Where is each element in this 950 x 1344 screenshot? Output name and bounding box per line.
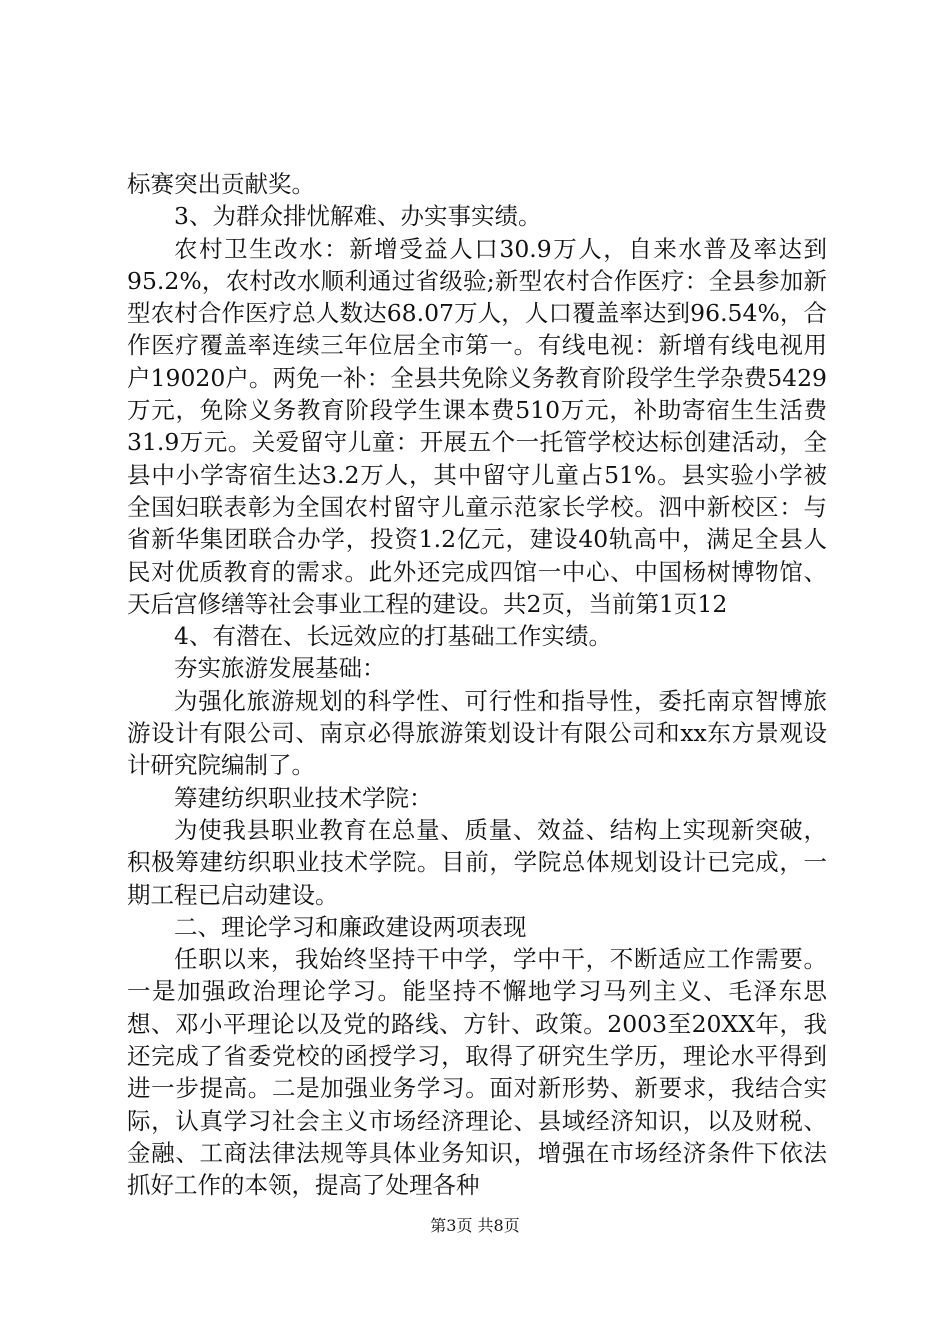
document-body <box>127 168 827 1202</box>
page-footer: 第3页 共8页 <box>430 1216 520 1235</box>
paragraph-5: 夯实旅游发展基础： <box>174 654 386 683</box>
paragraph-3: 农村卫生改水：新增受益人口30.9万人，自来水普及率达到95.2%，农村改水顺利通过省级验;新型农村合作医疗：全县参加新型农村合作医疗总人数达68.07万人，人口覆盖率达到96.54%，合作医疗覆盖率连续三年位居全市第一。有线电视：新增有线电视用户19020户。两免一补：全县共免除义务教育阶段学生学杂费5429万元，免除义务教育阶段学生课本费510万元，补助寄宿生生活费31.9万元。关爱留守儿童：开展五个一托管学校达标创建活动，全县中小学寄宿生达3.2万人，其中留守儿童占51%。县实验小学被全国妇联表彰为全国农村留守儿童示范家长学校。泗中新校区：与省新华集团联合办学，投资1.2亿元，建设40轨高中，满足全县人民对优质教育的需求。此外还完成四馆一中心、中国杨树博物馆、天后宫修缮等社会事业工程的建设。共2页，当前第1页12 <box>127 234 827 618</box>
paragraph-7: 筹建纺织职业技术学院： <box>174 783 433 812</box>
paragraph-4: 4、有潜在、长远效应的打基础工作实绩。 <box>174 622 612 651</box>
paragraph-6: 为强化旅游规划的科学性、可行性和指导性，委托南京智博旅游设计有限公司、南京必得旅游策划设计有限公司和xx东方景观设计研究院编制了。 <box>127 686 827 780</box>
paragraph-2: 3、为群众排忧解难、办实事实绩。 <box>174 202 542 231</box>
paragraph-10: 任职以来，我始终坚持干中学，学中干，不断适应工作需要。一是加强政治理论学习。能坚持不懈地学习马列主义、毛泽东思想、邓小平理论以及党的路线、方针、政策。2003至20XX年，我还完成了省委党校的函授学习，取得了研究生学历，理论水平得到进一步提高。二是加强业务学习。面对新形势、新要求，我结合实际，认真学习社会主义市场经济理论、县域经济知识，以及财税、金融、工商法律法规等具体业务知识，增强在市场经济条件下依法抓好工作的本领，提高了处理各种 <box>127 945 827 1200</box>
paragraph-1: 标赛突出贡献奖。 <box>127 170 315 198</box>
paragraph-8: 为使我县职业教育在总量、质量、效益、结构上实现新突破，积极筹建纺织职业技术学院。目前，学院总体规划设计已完成，一期工程已启动建设。 <box>127 815 827 909</box>
section-heading: 二、理论学习和廉政建设两项表现 <box>174 912 527 941</box>
